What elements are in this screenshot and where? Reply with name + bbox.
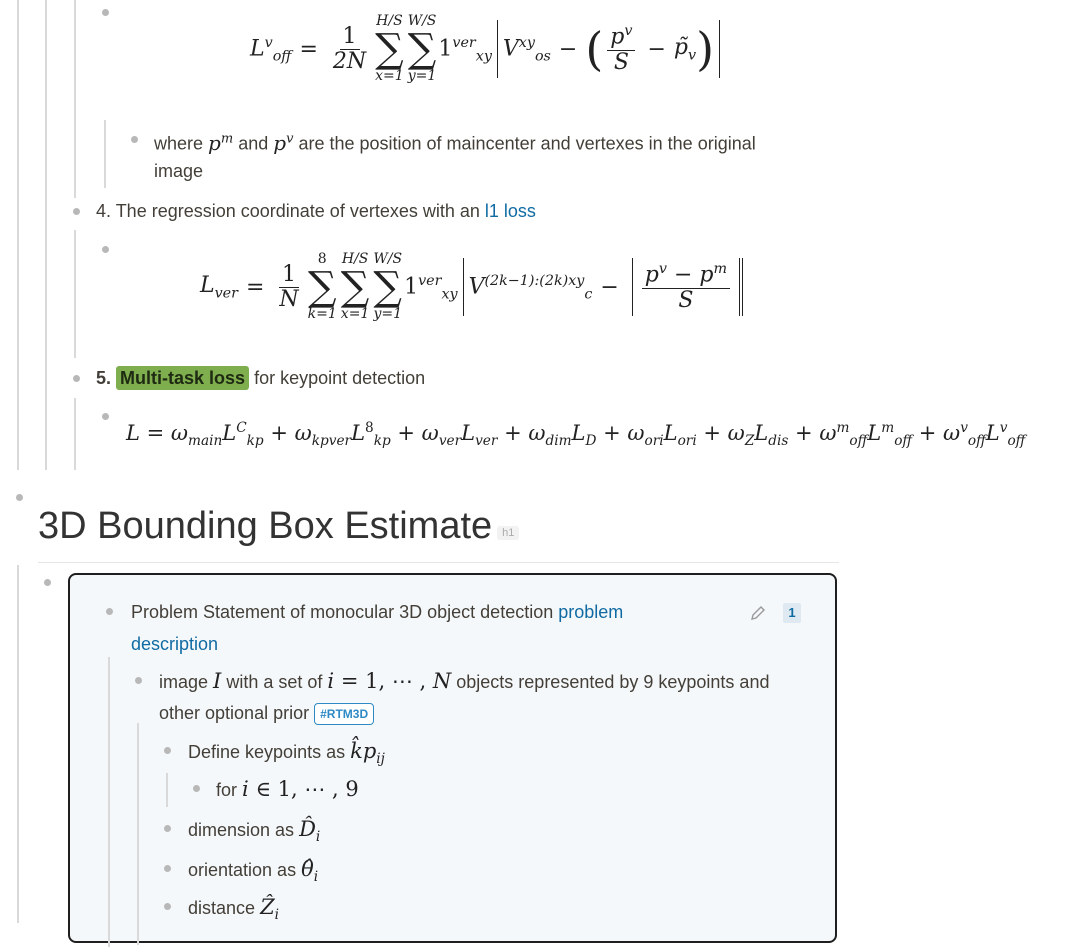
dimension-item: dimension as $D̂_i$ [188, 817, 321, 846]
guide-line [74, 0, 76, 198]
list-bullet[interactable] [193, 785, 200, 792]
image-prefix: image [159, 672, 209, 692]
guide-line [74, 230, 76, 358]
multi-task-loss-highlight: Multi-task loss [116, 366, 249, 390]
section-heading [38, 505, 519, 548]
guide-line [137, 723, 139, 945]
list-bullet[interactable] [164, 825, 171, 832]
item-5-number: 5. [96, 368, 112, 388]
where-line2: image [154, 161, 204, 181]
guide-line [45, 0, 47, 470]
where-prefix: where [154, 133, 204, 154]
list-bullet[interactable] [102, 9, 109, 16]
list-bullet[interactable] [102, 246, 109, 253]
image-line2: other optional prior [159, 703, 310, 723]
l1-loss-link[interactable]: l1 loss [484, 201, 536, 221]
keypoint-range: for i ∈ 1, ⋯ , 9 [216, 777, 359, 801]
guide-line [74, 398, 76, 470]
list-bullet[interactable] [73, 375, 80, 382]
reference-count-badge[interactable]: 1 [783, 603, 801, 623]
orientation-label: orientation as [188, 860, 297, 880]
guide-line [17, 565, 19, 923]
list-bullet[interactable] [102, 413, 109, 420]
guide-line [166, 773, 168, 807]
problem-text: Problem Statement of monocular 3D object detection [131, 602, 554, 622]
distance-label: distance [188, 898, 256, 918]
list-bullet[interactable] [164, 865, 171, 872]
image-mid: with a set of [226, 672, 323, 692]
guide-line [104, 120, 106, 188]
item-4 [96, 195, 536, 227]
item-4-text: 4. The regression coordinate of vertexes with an [96, 201, 480, 221]
guide-line [17, 0, 19, 470]
list-bullet[interactable] [106, 608, 113, 615]
problem-description-link-line2[interactable]: description [131, 634, 219, 654]
list-bullet[interactable] [164, 903, 171, 910]
where-rest: are the position of maincenter and vertexes in the original [298, 133, 756, 154]
list-bullet[interactable] [135, 677, 142, 684]
for-label: for [216, 780, 238, 800]
image-statement-line2 [159, 697, 374, 729]
formula-vertex-regression-loss: $L_{ver}$ = $\frac{1}{N}$ 8 ∑ k=1 H/S ∑ x=1 W/S ∑ y=1 $1^{ver}_{xy}$ $V^{(2k-1):(2k)xy}_c$ − $\frac{p^v - p^m}{S}$ [200, 252, 748, 323]
define-kp-label: Define keypoints as [188, 742, 346, 762]
page-title: 3D Bounding Box Estimate [38, 505, 493, 547]
define-keypoints: Define keypoints as $k̂p_{ij}$ [188, 739, 385, 768]
orientation-item: orientation as $\thetâ_i$ [188, 857, 319, 886]
list-bullet[interactable] [44, 579, 51, 586]
image-rest: objects represented by 9 keypoints and [456, 672, 770, 692]
dimension-label: dimension as [188, 820, 295, 840]
heading-underline [38, 562, 839, 563]
pencil-icon[interactable] [749, 604, 767, 622]
rtm3d-tag[interactable]: #RTM3D [314, 703, 374, 725]
formula-vertex-offset-loss: $L^v_{off}$ = $\frac{1}{2N}$ H/S ∑ x=1 W/S ∑ y=1 $1^{ver}_{xy}$ $V^{xy}_{os}$ − ( $\frac{p^v}{S}$ − $p̃_v$ ) [250, 14, 725, 85]
item-5 [96, 362, 425, 394]
image-statement: image I with a set of i = 1, ⋯ , N objects represented by 9 keypoints and [159, 669, 770, 693]
list-bullet[interactable] [131, 136, 138, 143]
guide-line [108, 657, 110, 947]
distance-item: distance Ẑ$_i$ [188, 895, 280, 924]
item-5-rest: for keypoint detection [254, 368, 426, 388]
where-and: and [238, 133, 269, 154]
list-bullet[interactable] [73, 208, 80, 215]
formula-multitask-loss: $L = \omega_{main}L^C_{kp} + \omega_{kpver}L^8_{kp} + \omega_{ver}L_{ver} + \omega_{dim}L_D + \omega_{ori}L_{ori} + \omega_ZL_{dis} + \omega^m_{off}L^m_{off} + \omega^v_{off}L^v_{off}$ [126, 420, 1026, 450]
list-bullet[interactable] [16, 494, 23, 501]
problem-statement [131, 596, 623, 628]
heading-level-tag: h1 [497, 526, 519, 540]
where-description: where $p^m$ and $p^v$ are the position of maincenter and vertexes in the original [154, 130, 756, 155]
problem-description-link[interactable]: problem [558, 602, 624, 622]
list-bullet[interactable] [164, 747, 171, 754]
